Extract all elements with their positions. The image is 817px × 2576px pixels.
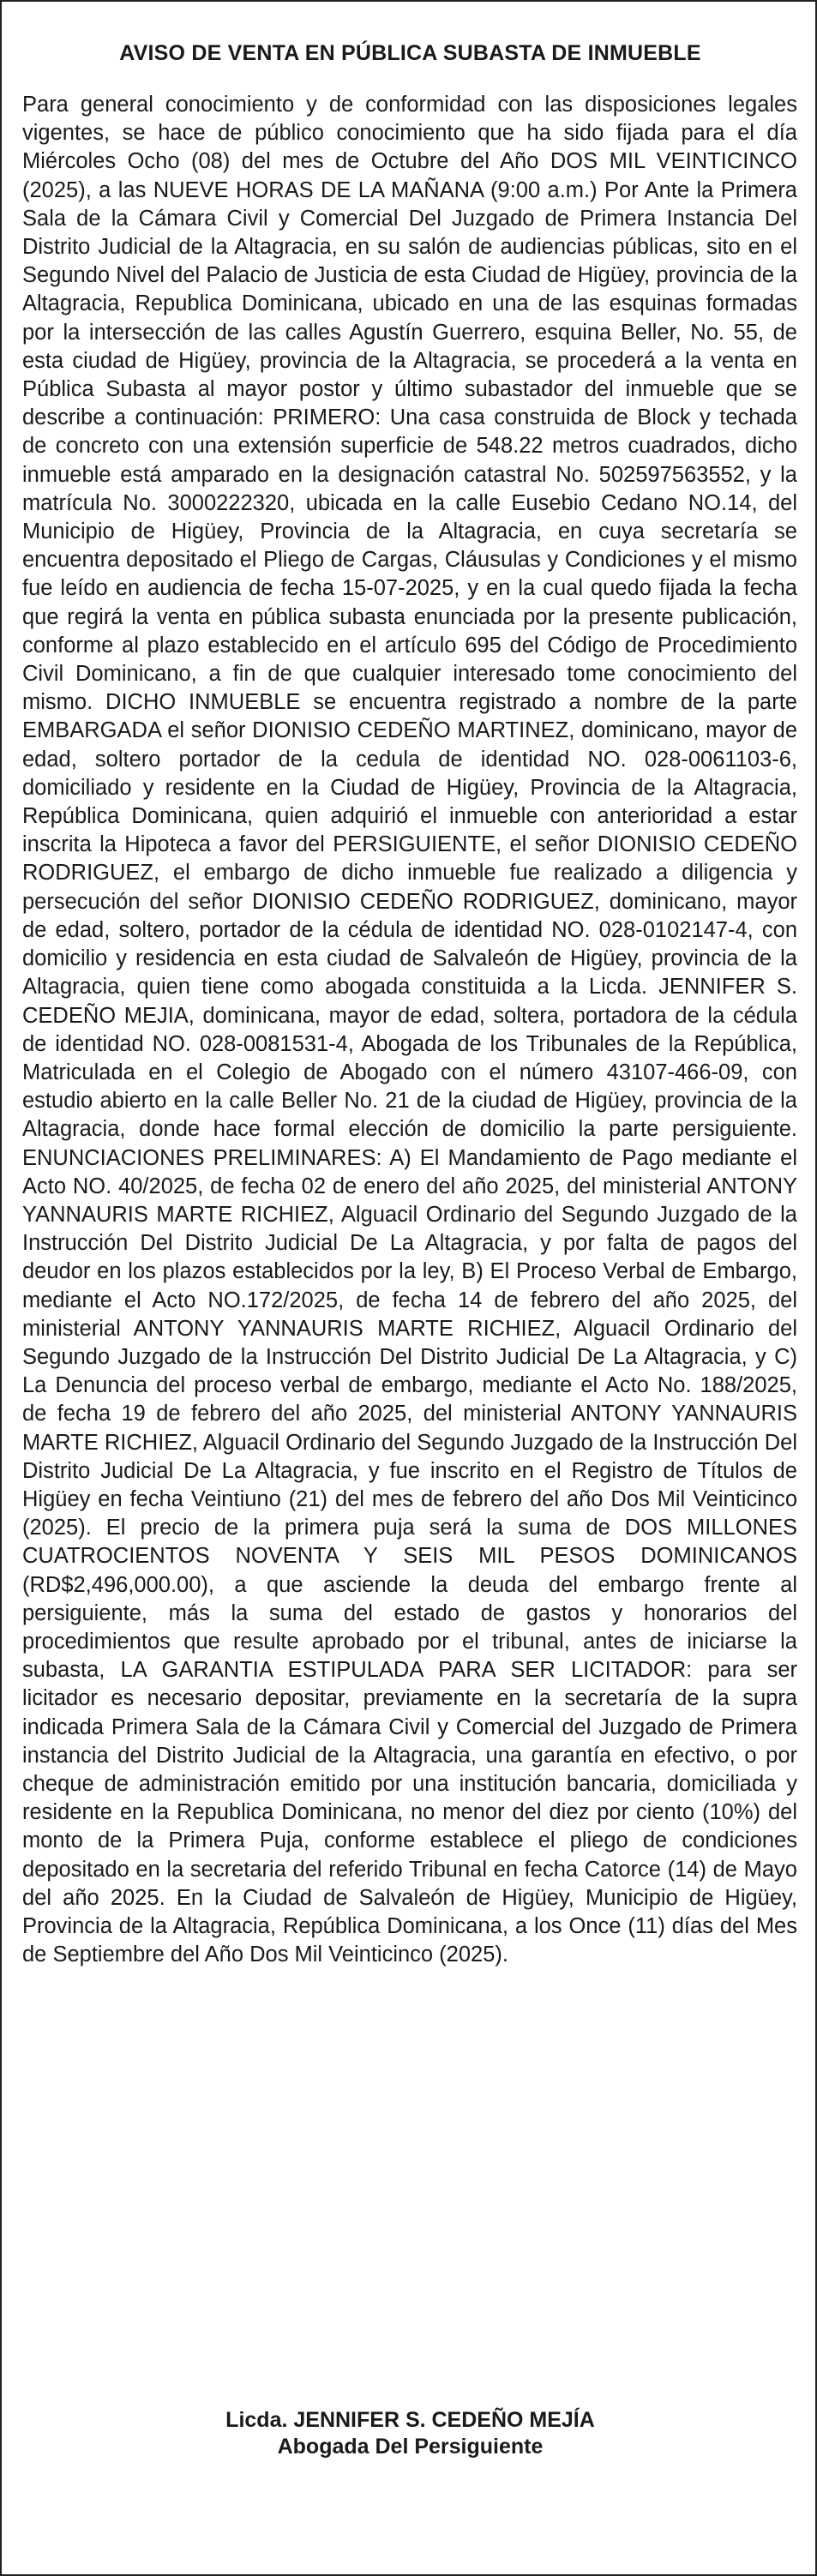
signature-role: Abogada Del Persiguiente <box>277 2435 544 2459</box>
notice-title: AVISO DE VENTA EN PÚBLICA SUBASTA DE INMUEBLE <box>119 41 701 65</box>
signature-name: Licda. JENNIFER S. CEDEÑO MEJÍA <box>225 2408 595 2432</box>
notice-body: Para general conocimiento y de conformidad con las disposiciones legales vigentes, se hace de público conocimiento que ha sido fijada para el día Miércoles Ocho (08) del mes de Octubre del Año DOS MIL VEINTICINCO (2025), a las NUEVE HORAS DE LA MAÑANA (9:00 a.m.) Por Ante la Primera Sala de la Cámara Civil y Comercial Del Juzgado de Primera Instancia Del Distrito Judicial de la Altagracia, en su salón de audiencias públicas, sito en el Segundo Nivel del Palacio de Justicia de esta Ciudad de Higüey, provincia de la Altagracia, Republica Dominicana, ubicado en una de las esquinas formadas por la intersección de las calles Agustín Guerrero, esquina Beller, No. 55, de esta ciudad de Higüey, provincia de la Altagracia, se procederá a la venta en Pública Subasta al mayor postor y último subastador del inmueble que se describe a continuación: PRIMERO: Una casa construida de Block y techada de concreto con una extensión superficie de 548.22 metros cuadrados, dicho inmueble está amparado en la designación catastral No. 502597563552, y la matrícula No. 3000222320, ubicada en la calle Eusebio Cedano NO.14, del Municipio de Higüey, Provincia de la Altagracia, en cuya secretaría se encuentra depositado el Pliego de Cargas, Cláusulas y Condiciones y el mismo fue leído en audiencia de fecha 15-07-2025, y en la cual quedo fijada la fecha que regirá la venta en pública subasta enunciada por la presente publicación, conforme al plazo establecido en el artículo 695 del Código de Procedimiento Civil Dominicano, a fin de que cualquier interesado tome conocimiento del mismo. DICHO INMUEBLE se encuentra registrado a nombre de la parte EMBARGADA el señor DIONISIO CEDEÑO MARTINEZ, dominicano, mayor de edad, soltero portador de la cedula de identidad NO. 028-0061103-6, domiciliado y residente en la Ciudad de Higüey, Provincia de la Altagracia, República Dominicana, quien adquirió el inmueble con anterioridad a estar inscrita la Hipoteca a favor del PERSIGUIENTE, el señor DIONISIO CEDEÑO RODRIGUEZ, el embargo de dicho inmueble fue realizado a diligencia y persecución del señor DIONISIO CEDEÑO RODRIGUEZ, dominicano, mayor de edad, soltero, portador de la cédula de identidad NO. 028-0102147-4, con domicilio y residencia en esta ciudad de Salvaleón de Higüey, provincia de la Altagracia, quien tiene como abogada constituida a la Licda. JENNIFER S. CEDEÑO MEJIA, dominicana, mayor de edad, soltera, portadora de la cédula de identidad NO. 028-0081531-4, Abogada de los Tribunales de la República, Matriculada en el Colegio de Abogado con el número 43107-466-09, con estudio abierto en la calle Beller No. 21 de la ciudad de Higüey, provincia de la Altagracia, donde hace formal elección de domicilio la parte persiguiente. ENUNCIACIONES PRELIMINARES: A) El Mandamiento de Pago mediante el Acto NO. 40/2025, de fecha 02 de enero del año 2025, del ministerial ANTONY YANNAURIS MARTE RICHIEZ, Alguacil Ordinario del Segundo Juzgado de la Instrucción Del Distrito Judicial De La Altagracia, y por falta de pagos del deudor en los plazos establecidos por la ley, B) El Proceso Verbal de Embargo, mediante el Acto NO.172/2025, de fecha 14 de febrero del año 2025, del ministerial ANTONY YANNAURIS MARTE RICHIEZ, Alguacil Ordinario del Segundo Juzgado de la Instrucción Del Distrito Judicial De La Altagracia, y C) La Denuncia del proceso verbal de embargo, mediante el Acto No. 188/2025, de fecha 19 de febrero del año 2025, del ministerial ANTONY YANNAURIS MARTE RICHIEZ, Alguacil Ordinario del Segundo Juzgado de la Instrucción Del Distrito Judicial De La Altagracia, y fue inscrito en el Registro de Títulos de Higüey en fecha Veintiuno (21) del mes de febrero del año Dos Mil Veinticinco (2025). El precio de la primera puja será la suma de DOS MILLONES CUATROCIENTOS NOVENTA Y SEIS MIL PESOS DOMINICANOS (RD$2,496,000.00), a que asciende la deuda del embargo frente al persiguiente, más la suma del estado de gastos y honorarios del procedimientos que resulte aprobado por el tribunal, antes de iniciarse la subasta, LA GARANTIA ESTIPULADA PARA SER LICITADOR: para ser licitador es necesario depositar, previamente en la secretaría de la supra indicada Primera Sala de la Cámara Civil y Comercial del Juzgado de Primera instancia del Distrito Judicial de la Altagracia, una garantía en efectivo, o por cheque de administración emitido por una institución bancaria, domiciliada y residente en la Republica Dominicana, no menor del diez por ciento (10%) del monto de la Primera Puja, conforme establece el pliego de condiciones depositado en la secretaria del referido Tribunal en fecha Catorce (14) de Mayo del año 2025. En la Ciudad de Salvaleón de Higüey, Municipio de Higüey, Provincia de la Altagracia, República Dominicana, a los Once (11) días del Mes de Septiembre del Año Dos Mil Veinticinco (2025). <box>22 93 797 1967</box>
signature-block <box>2 2407 817 2460</box>
